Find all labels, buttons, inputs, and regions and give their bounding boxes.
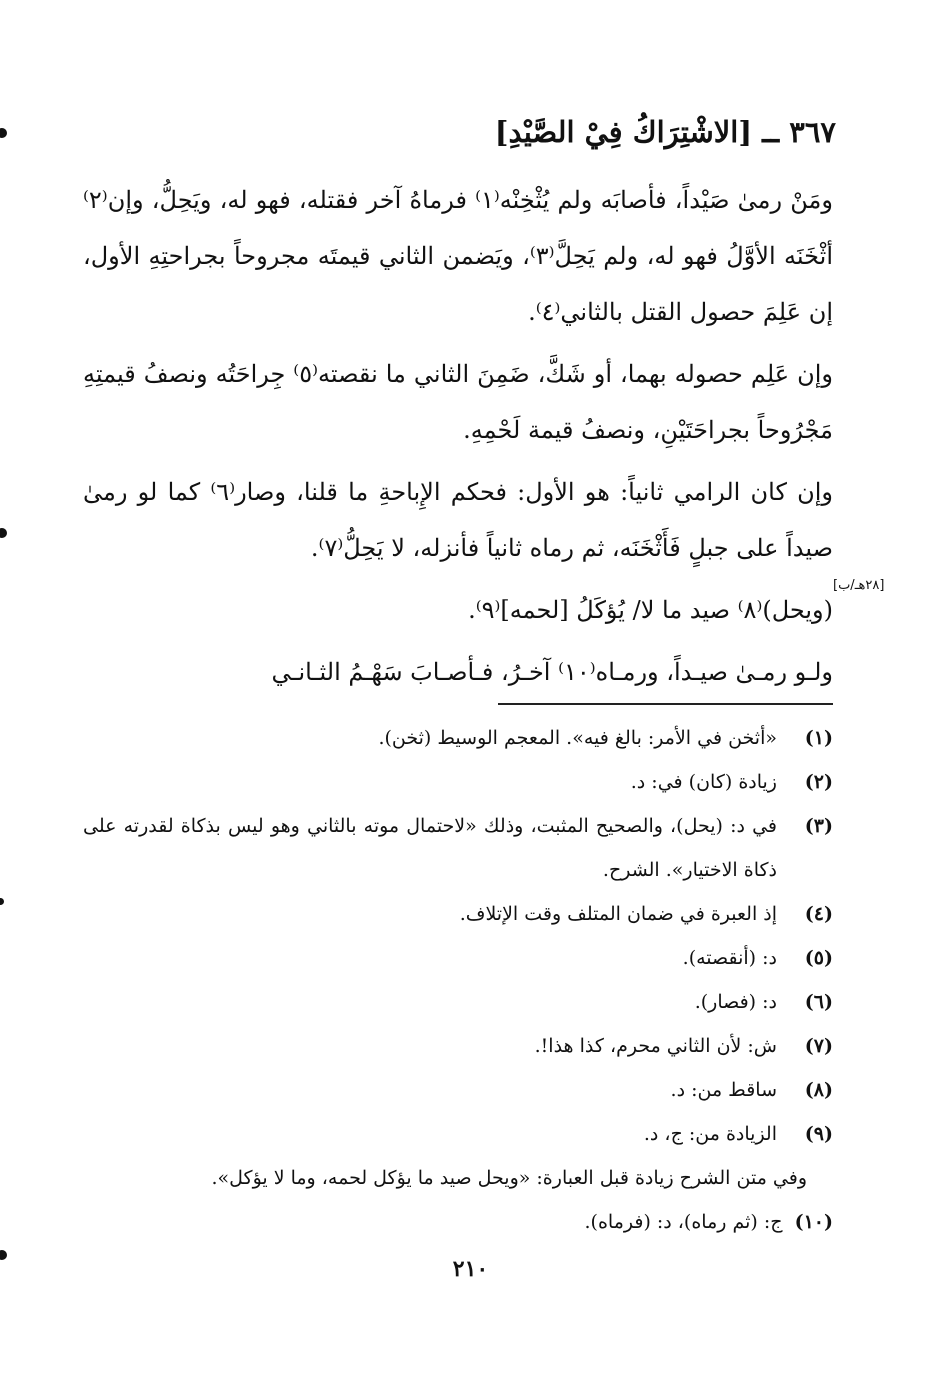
footnote-number: (٨) — [804, 1079, 833, 1101]
footnote-number: (٦) — [804, 991, 833, 1013]
footnote — [83, 936, 833, 980]
footnote-text: ج: (ثم رماه)، د: (فرماه). — [584, 1211, 783, 1233]
paragraph: وإن كان الرامي ثانياً: هو الأول: فحكم الإِباحةِ ما قلنا، وصار⁽٦⁾ كما لو رمىٰ صيداً على جبلٍ فَأَثْخَنَه، ثم رماه ثانياً فأنزله، لا يَحِلُّ⁽٧⁾. — [83, 478, 833, 562]
footnote-text: إذ العبرة في ضمان المتلف وقت الإتلاف. — [459, 903, 777, 925]
footnote-separator — [498, 703, 833, 705]
footnote-number: (٤) — [804, 903, 833, 925]
footnote-text: زيادة (كان) في: د. — [630, 771, 777, 793]
footnote-number: (٧) — [804, 1035, 833, 1057]
section-heading: ٣٦٧ ــ [الاشْتِرَاكُ فِيْ الصَّيْدِ] — [494, 115, 836, 149]
footnote — [83, 1200, 833, 1244]
footnote-number: (٥) — [804, 947, 833, 969]
paragraph: ولـو رمـىٰ صيـداً، ورمـاه⁽١٠⁾ آخـرُ، فـأصـابَ سَهْـمُ الثـانـي — [271, 658, 833, 686]
footnote-text: د: (أنقصته). — [682, 947, 777, 969]
manuscript-folio-reference: [٢٨هـ/ب] — [833, 578, 885, 593]
footnote — [83, 980, 833, 1024]
footnote — [83, 1068, 833, 1112]
footnote-number: (٩) — [804, 1123, 833, 1145]
footnote-number: (١) — [804, 727, 833, 749]
footnote-text: الزيادة من: ج، د. — [643, 1123, 777, 1145]
footnote-text: ساقط من: د. — [670, 1079, 777, 1101]
main-text — [83, 172, 833, 706]
footnote — [83, 804, 833, 892]
footnote-text: د: (فصار). — [694, 991, 777, 1013]
footnote-continuation — [83, 1156, 833, 1200]
footnotes — [83, 716, 833, 1244]
paragraph: (ويحل)⁽٨⁾ صيد ما لا/ يُؤكَلُ [لحمه]⁽٩⁾. — [468, 596, 833, 624]
footnote-text: «أثخن في الأمر: بالغ فيه». المعجم الوسيط (ثخن). — [378, 727, 777, 749]
page-number: ٢١٠ — [452, 1256, 489, 1282]
footnote-text: في د: (يحل)، والصحيح المثبت، وذلك «لاحتمال موته بالثاني وهو ليس بذكاة لقدرته على ذكاة الاختيار». الشرح. — [83, 815, 777, 881]
scan-edge-mark — [0, 528, 7, 538]
footnote — [83, 1112, 833, 1156]
footnote — [83, 1024, 833, 1068]
footnote-text: وفي متن الشرح زيادة قبل العبارة: «ويحل صيد ما يؤكل لحمه، وما لا يؤكل». — [211, 1167, 807, 1189]
footnote — [83, 892, 833, 936]
paragraph: وإن عَلِم حصوله بهما، أو شَكَّ، ضَمِنَ الثاني ما نقصته⁽٥⁾ جِراحَتُه ونصفُ قيمتِهِ مَجْرُوحاً بجراحَتَيْنِ، ونصفُ قيمة لَحْمِهِ. — [83, 360, 833, 444]
footnote-text: ش: لأن الثاني محرم، كذا هذا!. — [534, 1035, 777, 1057]
scan-edge-mark — [0, 898, 4, 905]
footnote-number: (١٠) — [794, 1211, 833, 1233]
footnote-number: (٢) — [804, 771, 833, 793]
paragraph: ومَنْ رمىٰ صَيْداً، فأصابَه ولم يُثْخِنْه⁽١⁾ فرماهُ آخر فقتله، فهو له، ويَحِلُّ، وإن⁽٢⁾ أثْخَنَه الأوَّلُ فهو له، ولم يَحِلَّ⁽٣⁾، ويَضمن الثاني قيمتَه مجروحاً بجراحتِهِ الأول، إن عَلِمَ حصول القتل بالثاني⁽٤⁾. — [83, 186, 834, 326]
footnote — [83, 716, 833, 760]
footnote — [83, 760, 833, 804]
footnote-number: (٣) — [804, 815, 833, 837]
scan-edge-mark — [0, 128, 7, 138]
